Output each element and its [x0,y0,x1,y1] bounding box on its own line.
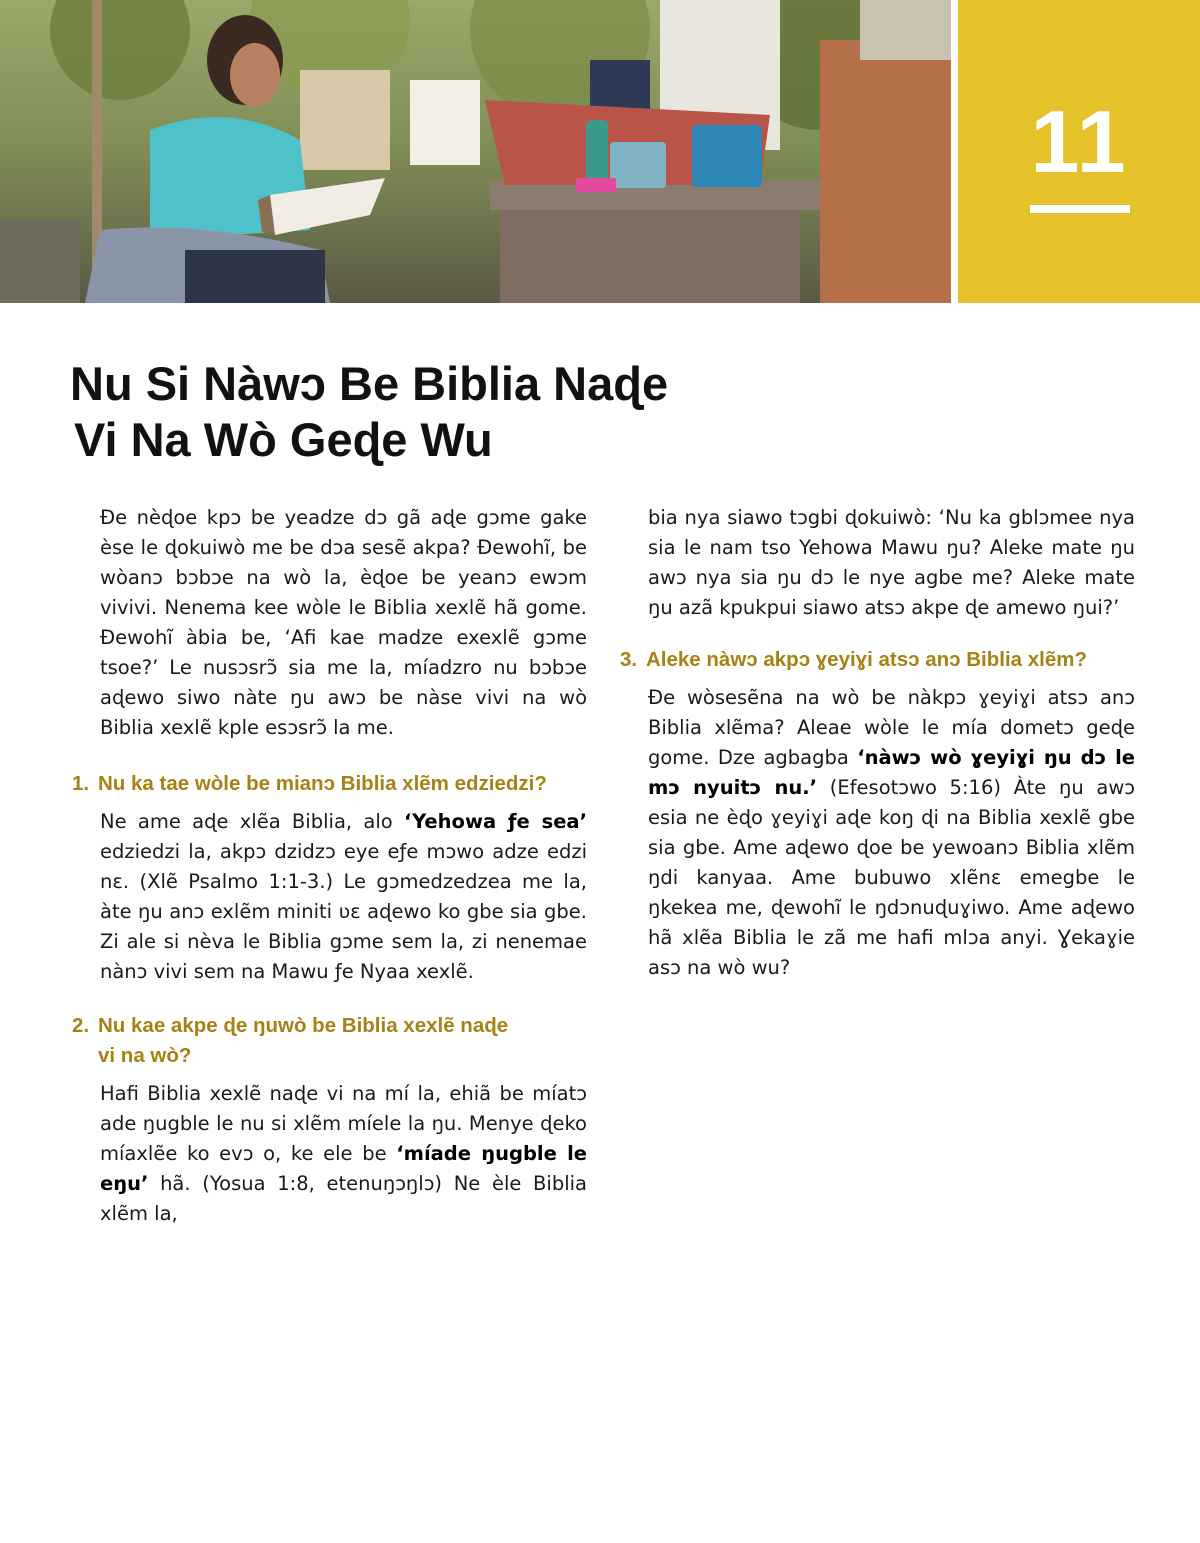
body-text: Hafi Biblia xexlẽ naɖe vi na mí la, ehiã be míatɔ ade ŋugble le nu si xlẽm míele la ŋu. Menye ɖeko míaxlẽe ko evɔ o, ke ele be [100,1082,587,1165]
section-heading-2 [72,1011,587,1071]
section-number: 1. [72,772,90,795]
lesson-number: 11 [1030,92,1128,191]
left-column [72,503,587,1229]
body-text: (Efesotɔwo 5:16) Àte ŋu awɔ esia ne èɖo ɣeyiɣi aɖe koŋ ɖi na Biblia xexlẽ gbe sia gbe. Ame aɖewo ɖoe be yewoanɔ Biblia xlẽm ŋdi kanyaa. Ame bubuwo xlẽnɛ emegbe le ŋkekea me, ɖewohĩ le ŋdɔnuɖuɣiwo. Ame aɖewo hã xlẽa Biblia le zã me hafi mlɔa anyi. Ɣekaɣie asɔ na wò wu? [648,776,1135,979]
page-title-line-1: Nu Si Nàwɔ Be Biblia Naɖe [70,357,669,410]
page-title-line-2: Vi Na Wò Geɖe Wu [74,413,493,466]
body-text: hã. (Yosua 1:8, etenuŋɔŋlɔ) Ne èle Biblia xlẽm la, [100,1172,587,1225]
section-body-2 [72,1079,587,1229]
section-number: 3. [620,648,638,671]
body-text: Ne ame aɖe xlẽa Biblia, alo [100,810,404,833]
lesson-number-badge [958,0,1200,303]
page-title [70,356,668,468]
lesson-number-underline [1030,205,1130,213]
section-body-3 [620,683,1135,983]
section-heading-text: Nu ka tae wòle be mianɔ Biblia xlẽm edziedzi? [98,772,547,795]
body-text: edziedzi la, akpɔ dzidzɔ eye eƒe mɔwo adze edzi nɛ. (Xlẽ Psalmo 1:1-3.) Le gɔmedzedzea me la, àte ŋu anɔ exlẽm miniti ʋɛ aɖewo ko gbe sia gbe. Zi ale si nèva le Biblia gɔme sem la, zi nenemae nànɔ vivi sem na Mawu ƒe Nyaa xexlẽ. [100,840,587,983]
emphasized-quote: ‘míade ŋugble le eŋu’ [100,1142,587,1195]
emphasized-quote: ‘nàwɔ wò ɣeyiɣi ŋu dɔ le mɔ nyuitɔ nu.’ [648,746,1135,799]
section-body-1 [72,807,587,987]
section-heading-text: Nu kae akpe ɖe ŋuwò be Biblia xexlẽ naɖe vi na wò? [98,1014,509,1067]
hero-photo [0,0,951,303]
woman-reading-bible-image [0,0,951,303]
intro-paragraph: Ɖe nèɖoe kpɔ be yeadze dɔ gã aɖe gɔme gake èse le ɖokuiwò me be dɔa sesẽ akpa? Ɖewohĩ, be wòanɔ bɔbɔe na wò la, èɖoe be yeanɔ ewɔm vivivi. Nenema kee wòle le Biblia xexlẽ hã gome. Ɖewohĩ àbia be, ‘Afi kae madze exexlẽ gɔme tsoe?’ Le nusɔsrɔ̃ sia me la, míadzro nu bɔbɔe aɖewo siwo nàte ŋu awɔ be nàse vivi na wò Biblia xexlẽ kple esɔsrɔ̃ la me. [100,506,587,739]
section-body-2-continued: bia nya siawo tɔgbi ɖokuiwò: ‘Nu ka gblɔmee nya sia le nam tso Yehowa Mawu ŋu? Aleke mate ŋu awɔ nya sia ŋu dɔ le nye agbe me? Aleke mate ŋu azã kpukpui siawo atsɔ akpe ɖe amewo ŋui?’ [648,506,1135,619]
section-number: 2. [72,1014,90,1037]
emphasized-quote: ‘Yehowa ƒe sea’ [403,810,587,833]
section-heading-text: Aleke nàwɔ akpɔ ɣeyiɣi atsɔ anɔ Biblia xlẽm? [646,648,1087,671]
section-heading-3 [620,645,1135,675]
body-text: Ɖe wòsesẽna na wò be nàkpɔ ɣeyiɣi atsɔ anɔ Biblia xlẽma? Aleae wòle le mía dometɔ geɖe gome. Dze agbagba [648,686,1135,769]
section-heading-1 [72,769,587,799]
right-column [620,503,1135,983]
